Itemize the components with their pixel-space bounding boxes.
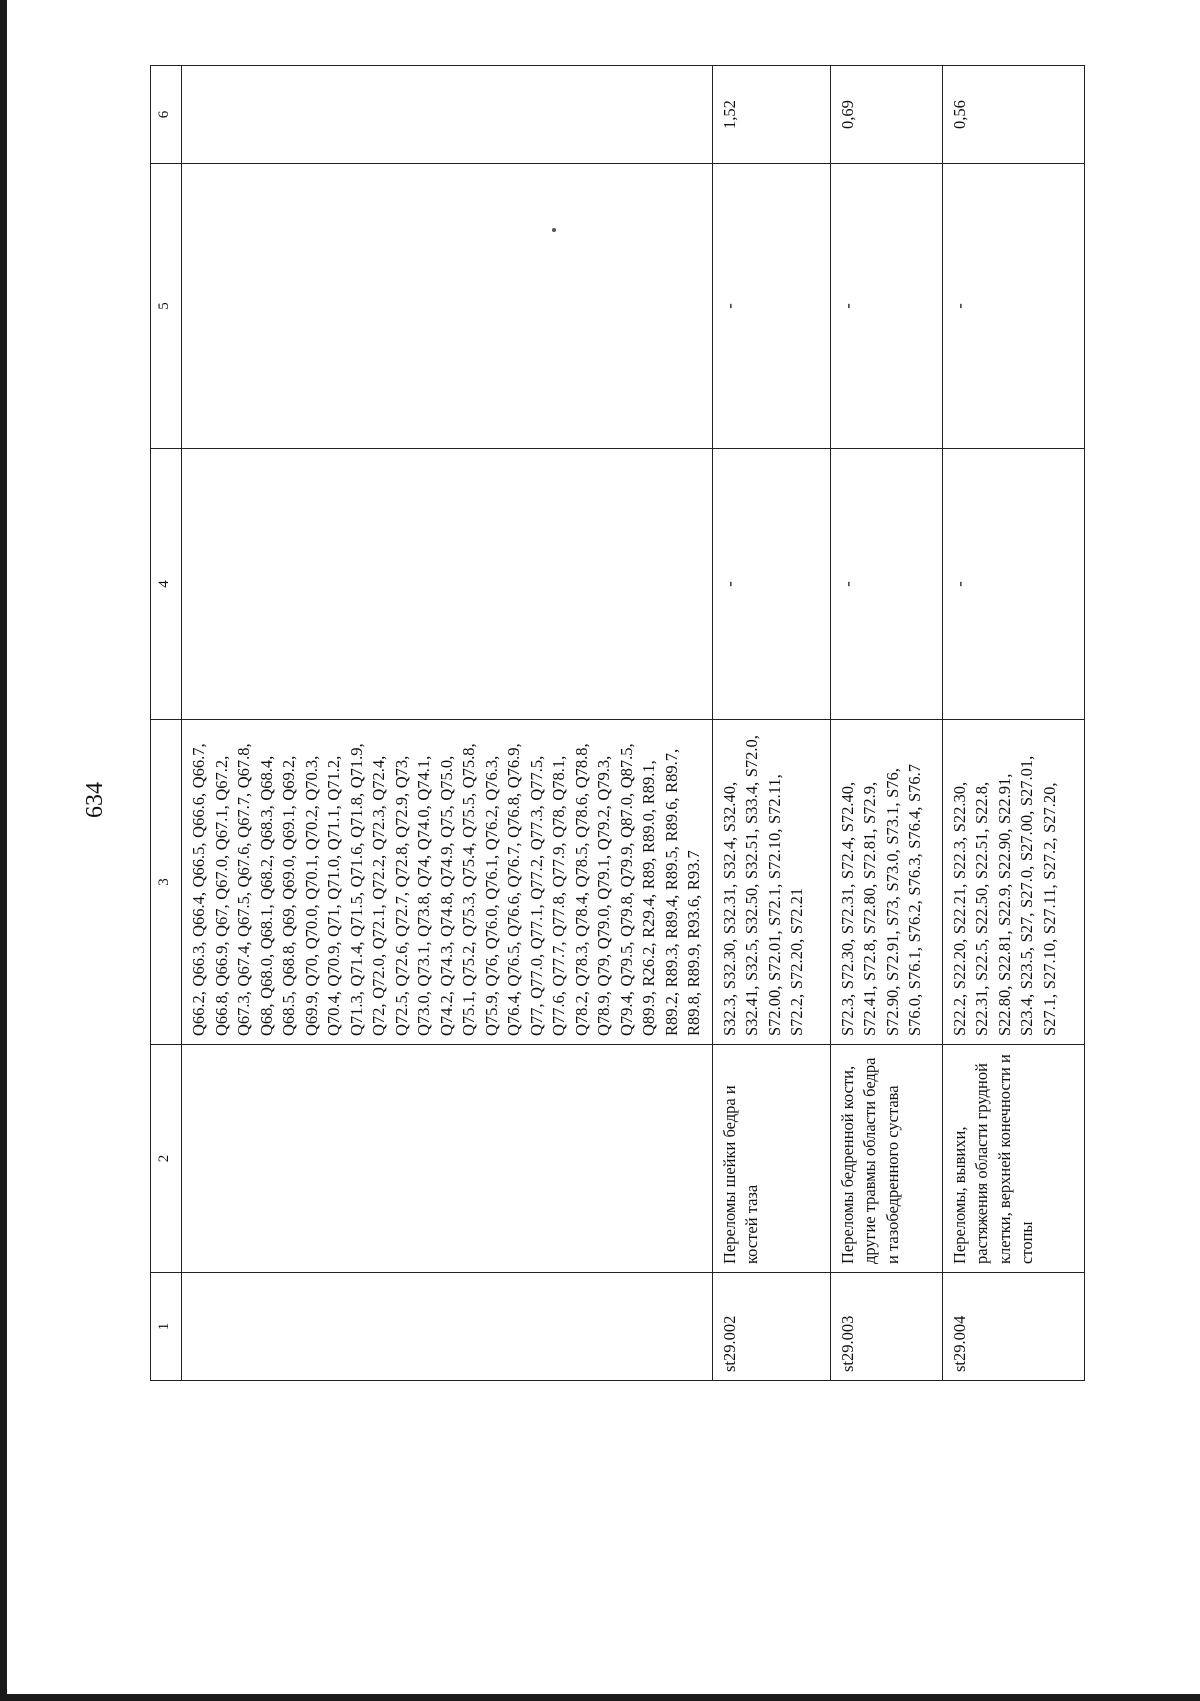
- row-icd-codes: Q66.2, Q66.3, Q66.4, Q66.5, Q66.6, Q66.7, Q66.8, Q66.9, Q67, Q67.0, Q67.1, Q67.2, Q67.3, Q67.4, Q67.5, Q67.6, Q67.7, Q67.8, Q68, Q68.0, Q68.1, Q68.2, Q68.3, Q68.4, Q68.5, Q68.8, Q69, Q69.0, Q69.1, Q69.2, Q69.9, Q70, Q70.0, Q70.1, Q70.2, Q70.3, Q70.4, Q70.9, Q71, Q71.0, Q71.1, Q71.2, Q71.3, Q71.4, Q71.5, Q71.6, Q71.8, Q71.9, Q72, Q72.0, Q72.1, Q72.2, Q72.3, Q72.4, Q72.5, Q72.6, Q72.7, Q72.8, Q72.9, Q73, Q73.0, Q73.1, Q73.8, Q74, Q74.0, Q74.1, Q74.2, Q74.3, Q74.8, Q74.9, Q75, Q75.0, Q75.1, Q75.2, Q75.3, Q75.4, Q75.5, Q75.8, Q75.9, Q76, Q76.0, Q76.1, Q76.2, Q76.3, Q76.4, Q76.5, Q76.6, Q76.7, Q76.8, Q76.9, Q77, Q77.0, Q77.1, Q77.2, Q77.3, Q77.5, Q77.6, Q77.7, Q77.8, Q77.9, Q78, Q78.1, Q78.2, Q78.3, Q78.4, Q78.5, Q78.6, Q78.8, Q78.9, Q79, Q79.0, Q79.1, Q79.2, Q79.3, Q79.4, Q79.5, Q79.8, Q79.9, Q87.0, Q87.5, Q89.9, R26.2, R29.4, R89, R89.0, R89.1, R89.2, R89.3, R89.4, R89.5, R89.6, R89.7, R89.8, R89.9, R93.6, R93.7: [182, 720, 713, 1045]
- row-name: Переломы, вывихи, растяжения области грудной клетки, верхней конечности и стопы: [942, 1045, 1085, 1273]
- header-row: [151, 66, 182, 1381]
- header-col-6: 6: [151, 66, 182, 164]
- table-row: [182, 66, 713, 1381]
- row-code: st29.003: [830, 1273, 942, 1381]
- header-col-1: 1: [151, 1273, 182, 1381]
- row-coefficient: 0,56: [942, 66, 1085, 164]
- row-col4: -: [712, 449, 830, 720]
- row-col4: [182, 449, 713, 720]
- header-col-4: 4: [151, 449, 182, 720]
- row-coefficient: 1,52: [712, 66, 830, 164]
- row-code: [182, 1273, 713, 1381]
- table-row: [712, 66, 830, 1381]
- row-icd-codes: S22.2, S22.20, S22.21, S22.3, S22.30, S22.31, S22.5, S22.50, S22.51, S22.8, S22.80, S22.81, S22.9, S22.90, S22.91, S23.4, S23.5, S27, S27.0, S27.00, S27.01, S27.1, S27.10, S27.11, S27.2, S27.20,: [942, 720, 1085, 1045]
- row-coefficient: [182, 66, 713, 164]
- row-col5: -: [712, 164, 830, 449]
- row-code: st29.002: [712, 1273, 830, 1381]
- row-icd-codes: S32.3, S32.30, S32.31, S32.4, S32.40, S32.41, S32.5, S32.50, S32.51, S33.4, S72.0, S72.00, S72.01, S72.1, S72.10, S72.11, S72.2, S72.20, S72.21: [712, 720, 830, 1045]
- row-coefficient: 0,69: [830, 66, 942, 164]
- tariff-table: [150, 65, 1085, 1381]
- row-col4: -: [830, 449, 942, 720]
- header-col-5: 5: [151, 164, 182, 449]
- row-name: Переломы бедренной кости, другие травмы области бедра и тазобедренного сустава: [830, 1045, 942, 1273]
- scan-edge-left: [0, 0, 7, 1701]
- table-row: [942, 66, 1085, 1381]
- header-col-3: 3: [151, 720, 182, 1045]
- rotated-table-container: [150, 66, 1085, 1381]
- header-col-2: 2: [151, 1045, 182, 1273]
- row-col4: -: [942, 449, 1085, 720]
- row-col5: -: [942, 164, 1085, 449]
- table-row: [830, 66, 942, 1381]
- row-name: [182, 1045, 713, 1273]
- row-name: Переломы шейки бедра и костей таза: [712, 1045, 830, 1273]
- page-number: 634: [82, 782, 108, 818]
- row-col5: -: [830, 164, 942, 449]
- row-col5: [182, 164, 713, 449]
- row-icd-codes: S72.3, S72.30, S72.31, S72.4, S72.40, S72.41, S72.8, S72.80, S72.81, S72.9, S72.90, S72.91, S73, S73.0, S73.1, S76, S76.0, S76.1, S76.2, S76.3, S76.4, S76.7: [830, 720, 942, 1045]
- scan-edge-bottom: [0, 1694, 1200, 1701]
- row-code: st29.004: [942, 1273, 1085, 1381]
